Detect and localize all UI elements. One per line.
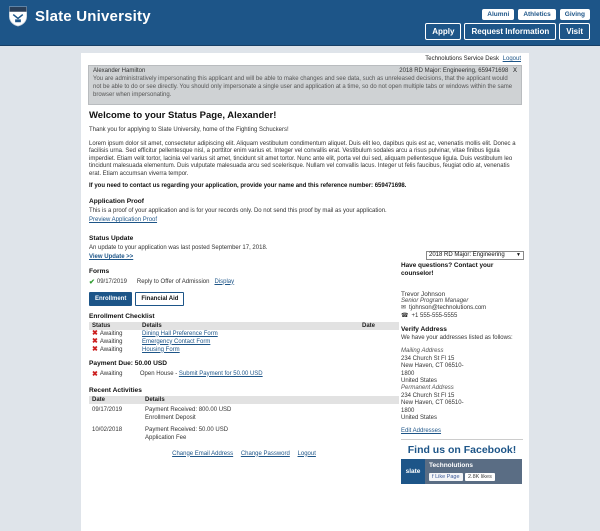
table-row [89, 404, 399, 422]
awaiting-x-icon: ✖ [92, 329, 98, 337]
payment-row [89, 370, 399, 378]
table-row [89, 330, 399, 338]
address-line: United States [401, 415, 438, 422]
request-information-button[interactable]: Request Information [464, 23, 556, 40]
counselor-question: Have questions? Contact your counselor! [401, 262, 494, 277]
table-row [89, 422, 399, 442]
address-line: 1800 [401, 370, 415, 377]
check-icon: ✔ [89, 278, 95, 286]
facebook-like-count: 2.8K likes [465, 473, 495, 481]
application-select-value: 2018 RD Major: Engineering [429, 252, 505, 258]
crest-icon [8, 6, 28, 27]
page-title: Welcome to your Status Page, Alexander! [89, 110, 277, 121]
column-header: Details [142, 396, 399, 404]
athletics-link[interactable]: Athletics [518, 9, 555, 20]
address-line: 234 Church St Fl 15 [401, 392, 455, 399]
activity-line: Enrollment Deposit [145, 414, 196, 421]
facebook-page-name[interactable]: Technolutions [429, 462, 473, 470]
table-row [89, 338, 399, 346]
status-page [81, 53, 529, 531]
phone-icon: ☎ [401, 313, 409, 319]
email-icon: ✉ [401, 305, 407, 311]
checklist-item-link[interactable]: Emergency Contact Form [142, 338, 211, 345]
utility-nav [482, 9, 590, 20]
activity-line: Payment Received: 800.00 USD [145, 406, 232, 413]
tab-financial-aid[interactable]: Financial Aid [135, 292, 184, 306]
impersonation-notice [88, 65, 522, 105]
facebook-heading: Find us on Facebook! [407, 444, 517, 457]
main-content [89, 110, 523, 457]
form-name: Reply to Offer of Admission [136, 278, 210, 285]
service-desk-label: Technolutions Service Desk [425, 56, 499, 62]
counselor-phone: +1 555-555-5555 [411, 313, 458, 319]
giving-link[interactable]: Giving [560, 9, 590, 20]
activity-line: Payment Received: 50.00 USD [145, 426, 229, 433]
status-update-heading: Status Update [89, 234, 134, 242]
apply-button[interactable]: Apply [425, 23, 461, 40]
close-impersonation-icon[interactable]: X [512, 68, 517, 74]
permanent-address-label: Permanent Address [401, 385, 454, 392]
payment-heading: Payment Due: 50.00 USD [89, 359, 168, 367]
tab-enrollment[interactable]: Enrollment [89, 292, 132, 306]
form-row [89, 278, 399, 286]
counselor-name: Trevor Johnson [401, 291, 446, 298]
university-name: Slate University [35, 8, 151, 25]
proof-heading: Application Proof [89, 197, 144, 205]
impersonated-program: 2018 RD Major: Engineering, 659471698 [399, 68, 509, 74]
facebook-like-button[interactable] [429, 473, 463, 481]
form-date: 09/17/2019 [96, 278, 127, 285]
verify-address-heading: Verify Address [401, 326, 447, 333]
activities-table [89, 396, 399, 442]
footer-links [89, 451, 399, 457]
column-header: Date [89, 396, 142, 404]
counselor-email-link[interactable]: tjohnson@technolutions.com [409, 305, 487, 311]
service-desk-row [425, 56, 521, 62]
awaiting-x-icon: ✖ [92, 337, 98, 345]
column-header: Date [359, 322, 399, 330]
address-line: United States [401, 378, 438, 385]
facebook-icon: f [432, 474, 436, 481]
checklist-item-link[interactable]: Dining Hall Preference Form [142, 330, 218, 337]
address-line: New Haven, CT 06510- [401, 400, 464, 407]
thanks-text: Thank you for applying to Slate University, home of the Fighting Schuckers! [89, 127, 289, 133]
preview-proof-link[interactable]: Preview Application Proof [89, 217, 158, 223]
checklist-heading: Enrollment Checklist [89, 312, 155, 320]
change-password-link[interactable]: Change Password [240, 450, 290, 457]
lorem-text: Lorem ipsum dolor sit amet, consectetur adipiscing elit. Aliquam vestibulum condimentum aliquet. Duis elit leo, dapibus quis est ac, venenatis mollis elit. Donec a facilisis urna. Sed efficitur pellentesque nisl, a porttitor enim varius et. Integer vel convallis erat. Vestibulum sodales arcu a risus pulvinar, vitae finibus ligula imperdiet. Etiam velit tortor, lacinia vel varius sit amet, tincidunt sit amet tortor. Nunc ante elit, porta vel dui sed, aliquam pellentesque ligula. Duis vestibulum leo tincidunt malesuada elementum. Duis vulputate malesuada arcu sed scelerisque. Nullam vel convallis lacus. Integer ut felis faucibus, feugiat odio at, venenatis erat. Etiam accumsan viverra tempor. [89, 140, 516, 177]
site-header [0, 0, 600, 46]
status-text: Awaiting [99, 338, 123, 345]
verify-address-text: We have your addresses listed as follows: [401, 335, 513, 341]
awaiting-x-icon: ✖ [92, 370, 98, 378]
payment-text: Open House - [139, 370, 179, 377]
impersonated-user-name: Alexander Hamilton [93, 68, 146, 74]
alumni-link[interactable]: Alumni [482, 9, 514, 20]
submit-payment-link[interactable]: Submit Payment for 50.00 USD [178, 370, 263, 377]
status-text: Awaiting [99, 346, 123, 353]
service-logout-link[interactable]: Logout [502, 56, 521, 62]
status-update-text: An update to your application was last posted September 17, 2018. [89, 244, 268, 251]
activity-date: 09/17/2019 [92, 406, 123, 413]
awaiting-x-icon: ✖ [92, 345, 98, 353]
mailing-address-label: Mailing Address [401, 348, 444, 355]
address-line: 234 Church St Fl 15 [401, 355, 455, 362]
activity-line: Application Fee [145, 434, 187, 441]
footer-logout-link[interactable]: Logout [297, 450, 316, 457]
visit-button[interactable]: Visit [559, 23, 590, 40]
payment-status: Awaiting [99, 370, 123, 377]
column-header: Status [89, 322, 139, 330]
activities-heading: Recent Activities [89, 386, 142, 394]
forms-heading: Forms [89, 267, 110, 275]
facebook-like-label: Like Page [435, 474, 460, 481]
checklist-item-link[interactable]: Housing Form [142, 346, 180, 353]
university-logo[interactable] [8, 6, 151, 27]
reference-text: If you need to contact us regarding your application, provide your name and this reference number: 659471698. [89, 183, 407, 189]
activity-date: 10/02/2018 [92, 426, 123, 433]
change-email-link[interactable]: Change Email Address [172, 450, 234, 457]
facebook-widget[interactable] [401, 459, 522, 484]
view-update-link[interactable]: View Update >> [89, 254, 134, 260]
edit-addresses-link[interactable]: Edit Addresses [401, 428, 442, 435]
status-text: Awaiting [99, 330, 123, 337]
checklist-table [89, 322, 399, 354]
column-header: Details [139, 322, 359, 330]
tab-bar [89, 292, 523, 306]
impersonation-notice-text: You are administratively impersonating this applicant and will be able to make changes and see data, such as unreleased decisions, that the applicant would not be able to do or see directly. You should only impersonate a single user and application at a time, so do not open multiple tabs or windows within the same browser when impersonating. [93, 76, 513, 98]
display-form-link[interactable]: Display [214, 278, 235, 285]
counselor-title: Senior Program Manager [401, 298, 469, 304]
proof-text: This is a proof of your application and is for your records only. Do not send this proof by mail as your application. [89, 207, 387, 214]
slate-logo: slate [401, 459, 425, 484]
chevron-down-icon: ▼ [516, 252, 521, 258]
main-nav [425, 23, 590, 40]
address-line: New Haven, CT 06510- [401, 363, 464, 370]
address-line: 1800 [401, 407, 415, 414]
table-row [89, 346, 399, 354]
